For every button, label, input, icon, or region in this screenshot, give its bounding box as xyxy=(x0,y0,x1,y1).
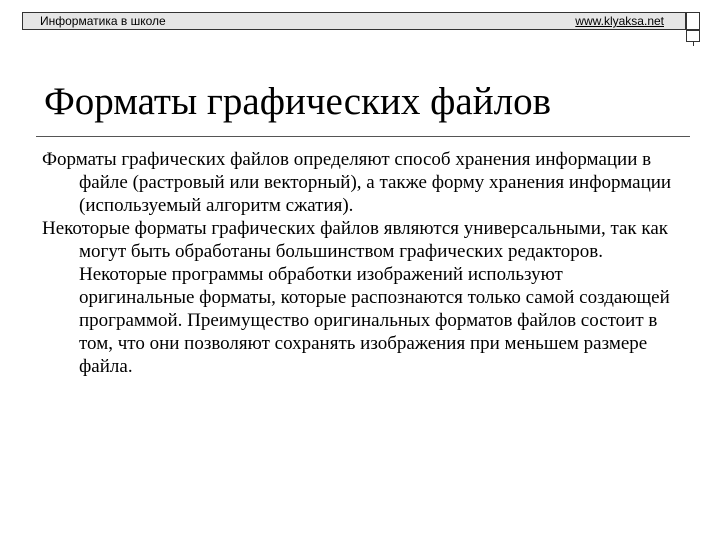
slide-title: Форматы графических файлов xyxy=(44,80,551,123)
corner-decoration-bottom xyxy=(686,30,700,42)
body-paragraph-2: Некоторые форматы графических файлов являются универсальными, так как могут быть обработаны большинством графических редакторов. Некоторые программы обработки изображений используют оригинальные форматы, которые распознаются только самой создающей программой. Преимущество оригинальных форматов файлов состоит в том, что они позволяют сохранять изображения при меньшем размере файла. xyxy=(42,218,670,377)
corner-decoration-line xyxy=(693,42,694,46)
header-site-name: Информатика в школе xyxy=(40,14,166,28)
title-divider xyxy=(36,136,690,137)
corner-decoration-top xyxy=(686,12,700,30)
body-paragraph-1: Форматы графических файлов определяют способ хранения информации в файле (растровый или векторный), а также форму хранения информации (используемый алгоритм сжатия). xyxy=(42,149,672,216)
header-url-link[interactable]: www.klyaksa.net xyxy=(575,14,664,28)
slide-body xyxy=(42,148,682,378)
